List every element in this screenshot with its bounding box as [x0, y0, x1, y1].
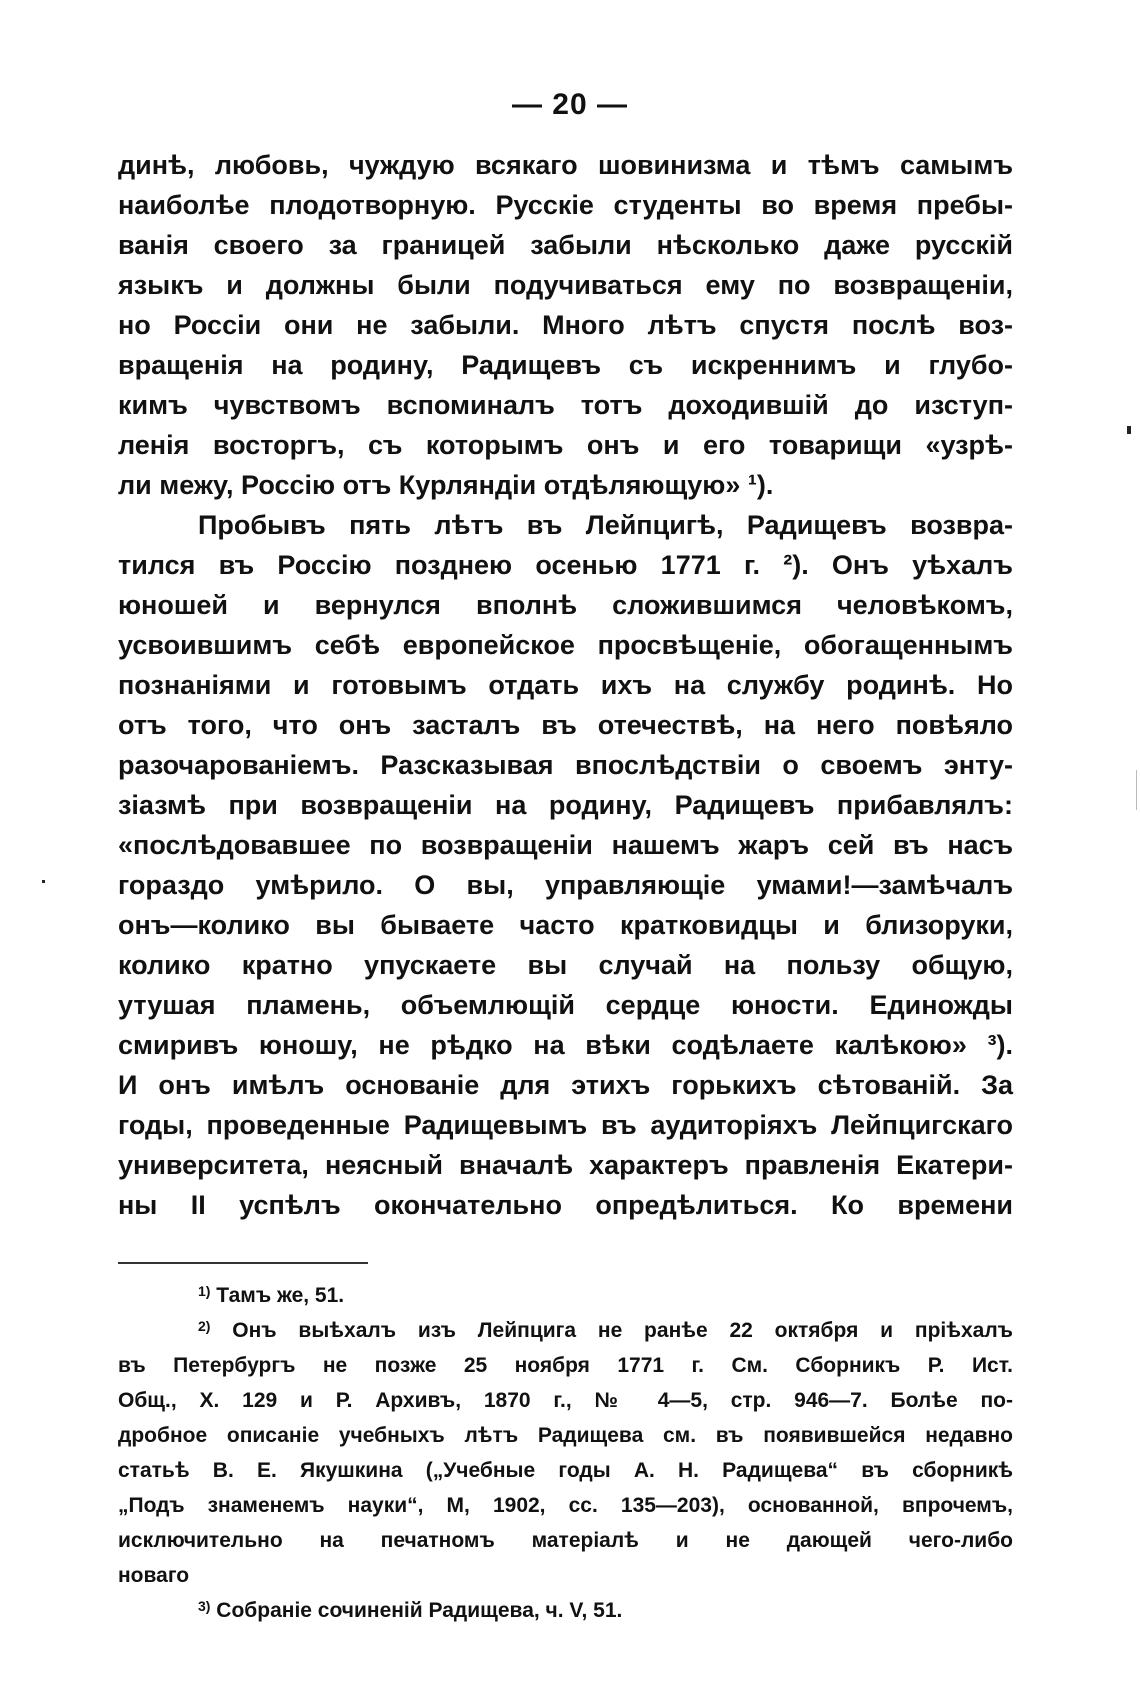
text-line: вращенія на родину, Радищевъ съ искреннимъ и глубо- — [118, 350, 1013, 380]
text-line: Пробывъ пять лѣтъ въ Лейпцигѣ, Радищевъ возвра- — [198, 510, 1013, 540]
text-line: гораздо умѣрило. О вы, управляющіе умами!—замѣчалъ — [118, 870, 1013, 900]
text-line: усвоившимъ себѣ европейское просвѣщеніе, обогащеннымъ — [118, 630, 1013, 660]
main-text — [118, 145, 1013, 1225]
footnote-marker: 1) — [198, 1283, 211, 1299]
scan-edge-line — [1136, 770, 1137, 810]
text-line: ны II успѣлъ окончательно опредѣлиться. Ко времени — [118, 1190, 1013, 1220]
footnote-3 — [118, 1593, 1013, 1628]
text-line: утушая пламень, объемлющій сердце юности. Единожды — [118, 990, 1013, 1020]
footnotes — [118, 1278, 1013, 1628]
footnote-line: „Подъ знаменемъ науки“, М, 1902, сс. 135—203), основанной, впрочемъ, — [118, 1494, 1013, 1517]
text-line: кимъ чувствомъ вспоминалъ тотъ доходившій до изступ- — [118, 390, 1013, 420]
text-line: наиболѣе плодотворную. Русскіе студенты во время пребы- — [118, 190, 1013, 220]
text-line: но Россіи они не забыли. Много лѣтъ спустя послѣ воз- — [118, 310, 1013, 340]
text-line: разочарованіемъ. Разсказывая впослѣдствіи о своемъ энту- — [118, 750, 1013, 780]
text-line: годы, проведенные Радищевымъ въ аудиторіяхъ Лейпцигскаго — [118, 1110, 1013, 1140]
footnote-text: Онъ выѣхалъ изъ Лейпцига не ранѣе 22 октября и пріѣхалъ — [232, 1319, 1013, 1342]
text-line: ли межу, Россію отъ Курляндіи отдѣляющую» ¹). — [118, 470, 774, 500]
footnote-2 — [118, 1313, 1013, 1348]
text-line: ленія восторгъ, съ которымъ онъ и его товарищи «узрѣ- — [118, 430, 1013, 460]
footnote-text: Тамъ же, 51. — [216, 1284, 345, 1307]
footnote-marker: 3) — [198, 1598, 211, 1614]
print-speck — [1127, 426, 1131, 434]
footnote-divider — [118, 1262, 368, 1264]
text-line: отъ того, что онъ засталъ въ отечествѣ, на него повѣяло — [118, 710, 1013, 740]
text-line: смиривъ юношу, не рѣдко на вѣки содѣлаете калѣкою» ³). — [118, 1030, 1013, 1060]
text-line: университета, неясный вначалѣ характеръ правленія Екатери- — [118, 1150, 1013, 1180]
text-line: онъ—колико вы бываете часто кратковидцы и близоруки, — [118, 910, 1013, 940]
text-line: колико кратно упускаете вы случай на пользу общую, — [118, 950, 1013, 980]
footnote-line: Общ., X. 129 и Р. Архивъ, 1870 г., № 4—5, стр. 946—7. Болѣе по- — [118, 1389, 1013, 1412]
footnote-text: Собраніе сочиненій Радищева, ч. V, 51. — [216, 1599, 623, 1622]
text-line: языкъ и должны были подучиваться ему по возвращеніи, — [118, 270, 1013, 300]
footnote-line: статьѣ В. Е. Якушкина („Учебные годы А. Н. Радищева“ въ сборникѣ — [118, 1459, 1013, 1482]
text-line: зіазмѣ при возвращеніи на родину, Радищевъ прибавлялъ: — [118, 790, 1013, 820]
text-line: познаніями и готовымъ отдать ихъ на службу родинѣ. Но — [118, 670, 1013, 700]
page-number: — 20 — — [511, 88, 629, 121]
text-line: И онъ имѣлъ основаніе для этихъ горькихъ сѣтованій. За — [118, 1070, 1013, 1100]
text-line: юношей и вернулся вполнѣ сложившимся человѣкомъ, — [118, 590, 1013, 620]
text-line: динѣ, любовь, чуждую всякаго шовинизма и тѣмъ самымъ — [118, 150, 1013, 180]
text-line: тился въ Россію позднею осенью 1771 г. ²). Онъ уѣхалъ — [118, 550, 1013, 580]
footnote-line: новаго — [118, 1564, 190, 1587]
footnote-line: дробное описаніе учебныхъ лѣтъ Радищева см. въ появившейся недавно — [118, 1424, 1013, 1447]
footnote-1 — [118, 1278, 1013, 1313]
text-line: «послѣдовавшее по возвращеніи нашемъ жаръ сей въ насъ — [118, 830, 1013, 860]
footnote-marker: 2) — [198, 1318, 211, 1334]
footnote-line: исключительно на печатномъ матеріалѣ и не дающей чего-либо — [118, 1529, 1013, 1552]
footnote-line: въ Петербургъ не позже 25 ноября 1771 г. См. Сборникъ Р. Ист. — [118, 1354, 1013, 1377]
text-line: ванія своего за границей забыли нѣсколько даже русскій — [118, 230, 1013, 260]
print-speck — [42, 880, 45, 883]
